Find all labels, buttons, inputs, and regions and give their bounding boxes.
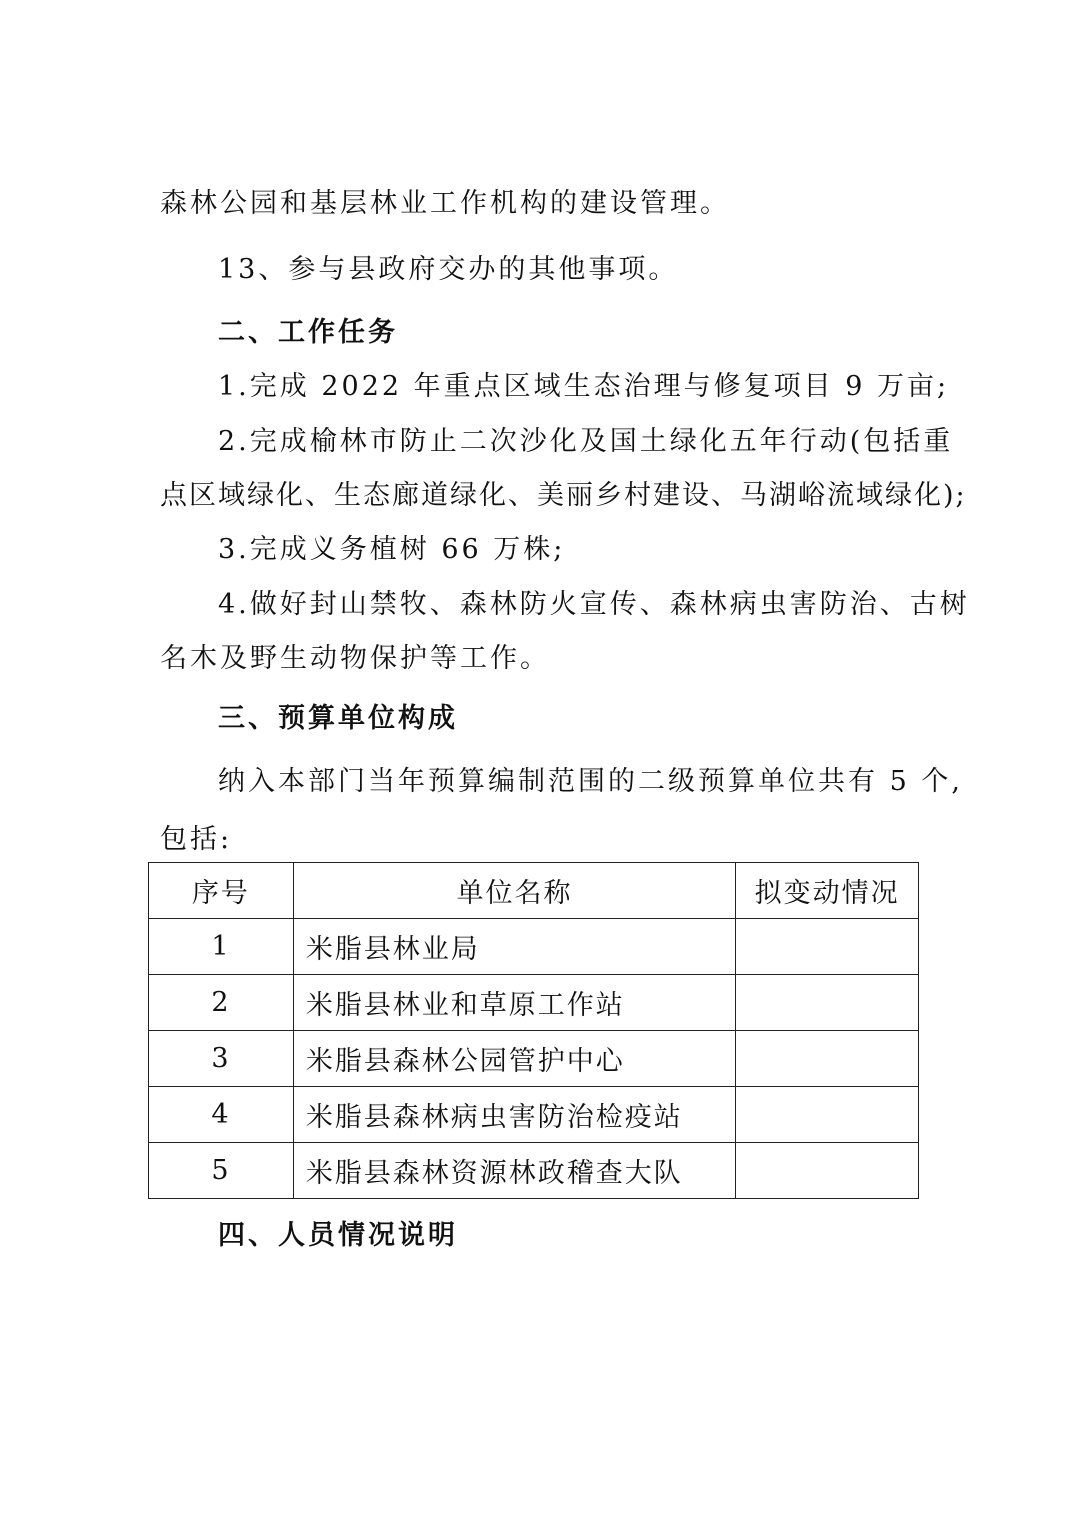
column-header-no: 序号: [149, 863, 294, 919]
table-header-row: [149, 863, 919, 919]
task-item-4-line1: 4.做好封山禁牧、森林防火宣传、森林病虫害防治、古树: [218, 589, 970, 620]
budget-units-table: [148, 862, 919, 1199]
duty-item-13: 13、参与县政府交办的其他事项。: [218, 254, 679, 285]
paragraph-continuation: 森林公园和基层林业工作机构的建设管理。: [160, 188, 730, 219]
table-row: [149, 975, 919, 1031]
row-unit-name: 米脂县森林公园管护中心: [293, 1031, 735, 1087]
task-item-2-line1: 2.完成榆林市防止二次沙化及国土绿化五年行动(包括重: [218, 426, 954, 457]
row-change: [736, 1143, 919, 1199]
row-unit-name: 米脂县林业局: [293, 919, 735, 975]
task-item-4-line2: 名木及野生动物保护等工作。: [160, 643, 550, 674]
task-item-2-line2: 点区域绿化、生态廊道绿化、美丽乡村建设、马湖峪流域绿化);: [160, 480, 967, 511]
budget-units-intro-line2: 包括:: [160, 824, 233, 855]
section-heading-budget-units: 三、预算单位构成: [218, 703, 458, 734]
row-change: [736, 1087, 919, 1143]
row-change: [736, 1031, 919, 1087]
row-no: 5: [149, 1143, 294, 1199]
section-heading-work-tasks: 二、工作任务: [218, 317, 398, 348]
row-change: [736, 975, 919, 1031]
row-unit-name: 米脂县森林病虫害防治检疫站: [293, 1087, 735, 1143]
row-no: 3: [149, 1031, 294, 1087]
task-item-3: 3.完成义务植树 66 万株;: [218, 534, 566, 565]
table-row: [149, 1087, 919, 1143]
budget-units-intro-line1: 纳入本部门当年预算编制范围的二级预算单位共有 5 个,: [218, 766, 963, 797]
row-change: [736, 919, 919, 975]
row-unit-name: 米脂县林业和草原工作站: [293, 975, 735, 1031]
section-heading-staff: 四、人员情况说明: [218, 1220, 458, 1251]
table-row: [149, 919, 919, 975]
row-no: 1: [149, 919, 294, 975]
column-header-change: 拟变动情况: [736, 863, 919, 919]
task-item-1: 1.完成 2022 年重点区域生态治理与修复项目 9 万亩;: [218, 371, 950, 402]
row-no: 4: [149, 1087, 294, 1143]
table-row: [149, 1031, 919, 1087]
row-unit-name: 米脂县森林资源林政稽查大队: [293, 1143, 735, 1199]
table-row: [149, 1143, 919, 1199]
column-header-unit-name: 单位名称: [293, 863, 735, 919]
row-no: 2: [149, 975, 294, 1031]
